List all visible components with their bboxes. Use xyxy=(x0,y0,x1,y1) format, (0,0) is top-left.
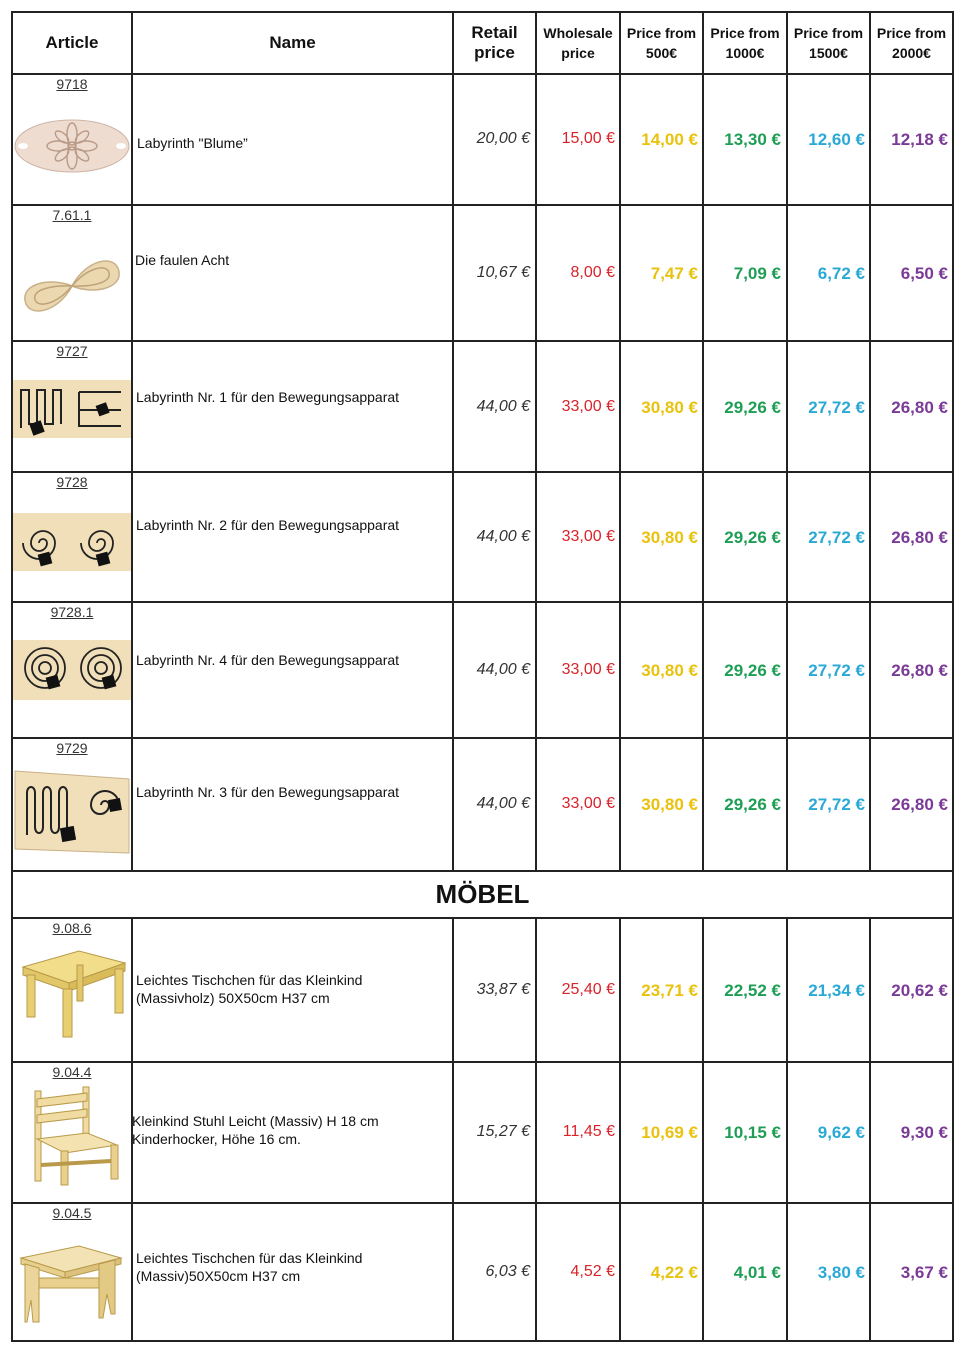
price-2000: 26,80 € xyxy=(891,661,948,680)
retail-price: 33,87 € xyxy=(476,981,530,998)
article-number[interactable]: 7.61.1 xyxy=(52,207,92,223)
product-name: Leichtes Tischchen für das Kleinkind (Massiv)50X50cm H37 cm xyxy=(136,1250,363,1284)
wholesale-price: 15,00 € xyxy=(561,130,615,147)
price-2000: 12,18 € xyxy=(891,130,948,149)
product-name: Labyrinth Nr. 2 für den Bewegungsapparat xyxy=(136,517,400,533)
article-number[interactable]: 9728 xyxy=(56,474,88,490)
price-500: 14,00 € xyxy=(641,130,698,149)
header-retail-price: Retail price xyxy=(471,23,518,62)
price-500: 30,80 € xyxy=(641,528,698,547)
row-divider xyxy=(11,917,954,919)
product-name: Labyrinth Nr. 4 für den Bewegungsapparat xyxy=(136,652,400,668)
price-1000: 29,26 € xyxy=(724,398,781,417)
price-1000: 10,15 € xyxy=(724,1123,781,1142)
wholesale-price: 4,52 € xyxy=(570,1263,615,1280)
wooden-table-image xyxy=(13,945,131,1045)
row-divider xyxy=(11,1202,954,1204)
retail-price: 44,00 € xyxy=(476,528,530,545)
price-1000: 7,09 € xyxy=(733,264,781,283)
price-1000: 13,30 € xyxy=(724,130,781,149)
price-1000: 29,26 € xyxy=(724,528,781,547)
price-1500: 3,80 € xyxy=(817,1263,865,1282)
price-500: 23,71 € xyxy=(641,981,698,1000)
retail-price: 44,00 € xyxy=(476,795,530,812)
price-1000: 4,01 € xyxy=(733,1263,781,1282)
article-number[interactable]: 9718 xyxy=(56,76,88,92)
price-2000: 20,62 € xyxy=(891,981,948,1000)
retail-price: 15,27 € xyxy=(476,1123,530,1140)
product-name: Die faulen Acht xyxy=(135,252,230,268)
circle-labyrinth-image xyxy=(13,640,131,700)
article-number[interactable]: 9728.1 xyxy=(50,604,94,620)
section-title-furniture: MÖBEL xyxy=(435,879,530,909)
column-divider xyxy=(131,11,133,872)
wave-spiral-labyrinth-image xyxy=(13,765,131,857)
figure-eight-image xyxy=(13,255,131,317)
price-1500: 27,72 € xyxy=(808,398,865,417)
row-divider xyxy=(11,1061,954,1063)
wholesale-price: 33,00 € xyxy=(561,661,615,678)
price-2000: 26,80 € xyxy=(891,528,948,547)
row-divider xyxy=(11,737,954,739)
price-1000: 29,26 € xyxy=(724,661,781,680)
header-price-1000: Price from 1000€ xyxy=(710,25,780,61)
price-1500: 6,72 € xyxy=(817,264,865,283)
wholesale-price: 33,00 € xyxy=(561,795,615,812)
spiral-labyrinth-image xyxy=(13,513,131,571)
price-500: 4,22 € xyxy=(650,1263,698,1282)
price-1500: 21,34 € xyxy=(808,981,865,1000)
wholesale-price: 11,45 € xyxy=(562,1123,615,1140)
price-2000: 26,80 € xyxy=(891,398,948,417)
product-name: Labyrinth Nr. 1 für den Bewegungsapparat xyxy=(136,389,400,405)
price-500: 30,80 € xyxy=(641,661,698,680)
price-1500: 12,60 € xyxy=(808,130,865,149)
article-number[interactable]: 9729 xyxy=(56,740,88,756)
wholesale-price: 25,40 € xyxy=(561,981,615,998)
price-1500: 27,72 € xyxy=(808,661,865,680)
header-name: Name xyxy=(269,33,316,52)
price-1500: 9,62 € xyxy=(817,1123,865,1142)
article-number[interactable]: 9.08.6 xyxy=(52,920,92,936)
wholesale-price: 33,00 € xyxy=(561,528,615,545)
article-number[interactable]: 9.04.5 xyxy=(52,1205,92,1221)
wooden-chair-image xyxy=(13,1085,131,1191)
price-500: 30,80 € xyxy=(641,398,698,417)
zigzag-labyrinth-image xyxy=(13,380,131,438)
retail-price: 44,00 € xyxy=(476,661,530,678)
row-divider xyxy=(11,204,954,206)
retail-price: 10,67 € xyxy=(476,264,530,281)
row-divider xyxy=(11,73,954,75)
wooden-stool-image xyxy=(13,1240,131,1330)
retail-price: 20,00 € xyxy=(476,130,530,147)
price-1000: 29,26 € xyxy=(724,795,781,814)
retail-price: 6,03 € xyxy=(485,1263,530,1280)
price-500: 7,47 € xyxy=(650,264,698,283)
header-wholesale-price: Wholesale price xyxy=(543,25,613,61)
row-divider xyxy=(11,471,954,473)
price-2000: 6,50 € xyxy=(900,264,948,283)
price-1500: 27,72 € xyxy=(808,528,865,547)
price-1000: 22,52 € xyxy=(724,981,781,1000)
product-name: Kleinkind Stuhl Leicht (Massiv) H 18 cm Kinderhocker, Höhe 16 cm. xyxy=(132,1113,379,1147)
header-price-2000: Price from 2000€ xyxy=(876,25,947,61)
row-divider xyxy=(11,340,954,342)
article-number[interactable]: 9727 xyxy=(56,343,88,359)
article-number[interactable]: 9.04.4 xyxy=(52,1064,92,1080)
header-price-1500: Price from 1500€ xyxy=(793,25,864,61)
flower-labyrinth-image xyxy=(13,118,131,174)
price-2000: 9,30 € xyxy=(900,1123,948,1142)
wholesale-price: 8,00 € xyxy=(570,264,615,281)
header-price-500: Price from 500€ xyxy=(626,25,697,61)
wholesale-price: 33,00 € xyxy=(561,398,615,415)
retail-price: 44,00 € xyxy=(476,398,530,415)
price-500: 30,80 € xyxy=(641,795,698,814)
row-divider xyxy=(11,601,954,603)
header-article: Article xyxy=(45,33,99,52)
price-2000: 26,80 € xyxy=(891,795,948,814)
price-500: 10,69 € xyxy=(641,1123,698,1142)
product-name: Labyrinth Nr. 3 für den Bewegungsapparat xyxy=(136,784,400,800)
price-2000: 3,67 € xyxy=(900,1263,948,1282)
product-name: Leichtes Tischchen für das Kleinkind (Massivholz) 50X50cm H37 cm xyxy=(136,972,363,1006)
price-1500: 27,72 € xyxy=(808,795,865,814)
product-name: Labyrinth "Blume” xyxy=(137,135,248,151)
